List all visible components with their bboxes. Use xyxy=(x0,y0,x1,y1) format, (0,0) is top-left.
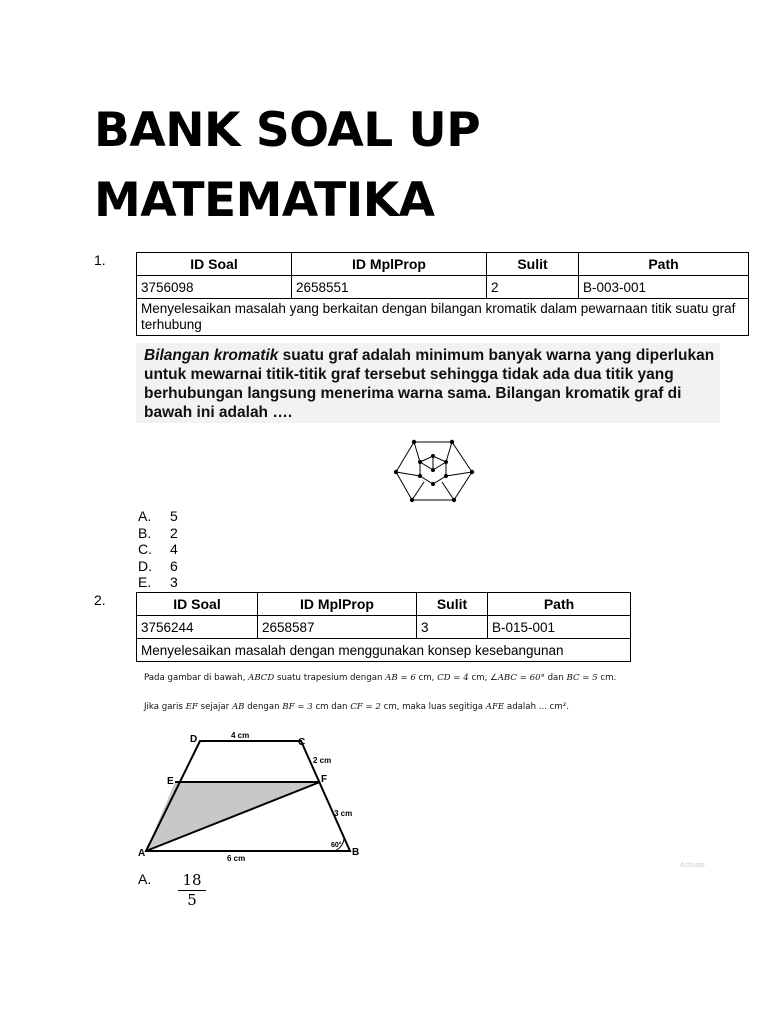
header-id-mplprop: ID MplProp xyxy=(292,253,487,276)
label-fb-length: 3 cm xyxy=(334,809,353,818)
header-path: Path xyxy=(579,253,749,276)
watermark: Activate xyxy=(680,862,705,869)
header-sulit: Sulit xyxy=(417,593,488,616)
cell-id-mplprop: 2658587 xyxy=(258,616,417,639)
title-line-1: BANK SOAL UP xyxy=(94,103,481,158)
table-description-row xyxy=(137,299,749,336)
cell-id-soal: 3756244 xyxy=(137,616,258,639)
fraction-numerator: 18 xyxy=(178,871,206,891)
label-dc-length: 4 cm xyxy=(231,731,250,740)
question-1-body: suatu graf adalah minimum banyak warna yang diperlukan untuk mewarnai titik-titik graf tersebut sehingga tidak ada dua titik yang berhubungan langsung menerima warna sama. Bilangan kromatik graf di bawah ini adalah …. xyxy=(144,347,715,421)
label-angle: 60° xyxy=(331,842,342,849)
label-d: D xyxy=(190,734,198,745)
question-2-option-a[interactable]: A. xyxy=(138,871,152,887)
trapezoid-figure xyxy=(138,728,368,868)
question-1-term: Bilangan kromatik xyxy=(144,347,279,364)
cell-description: Menyelesaikan masalah dengan menggunakan konsep kesebangunan xyxy=(137,639,631,662)
label-c: C xyxy=(298,737,306,748)
option-c[interactable]: C. 4 xyxy=(138,541,178,557)
question-1-options xyxy=(138,508,178,591)
question-2-text-line-2: Jika garis EF sejajar AB dengan BF = 3 cm dan CF = 2 cm, maka luas segitiga AFE adalah ... cm². xyxy=(144,702,569,712)
question-2-number: 2. xyxy=(94,592,106,608)
label-e: E xyxy=(167,776,174,787)
option-b[interactable]: B. 2 xyxy=(138,524,178,541)
table-row xyxy=(137,276,749,299)
question-1-text xyxy=(144,346,724,422)
header-id-mplprop: ID MplProp xyxy=(258,593,417,616)
fraction-denominator: 5 xyxy=(187,891,197,909)
cell-sulit: 3 xyxy=(417,616,488,639)
cell-path: B-015-001 xyxy=(488,616,631,639)
table-header-row xyxy=(137,253,749,276)
label-ab-length: 6 cm xyxy=(227,854,246,863)
title-line-2: MATEMATIKA xyxy=(94,173,435,228)
header-id-soal: ID Soal xyxy=(137,593,258,616)
question-2-option-a-fraction xyxy=(178,871,206,909)
question-2-text-line-1: Pada gambar di bawah, ABCD suatu trapesium dengan AB = 6 cm, CD = 4 cm, ∠ABC = 60° dan BC = 5 cm. xyxy=(144,673,617,683)
table-row xyxy=(137,616,631,639)
cell-description: Menyelesaikan masalah yang berkaitan dengan bilangan kromatik dalam pewarnaan titik suatu graf terhubung xyxy=(137,299,749,336)
cell-id-soal: 3756098 xyxy=(137,276,292,299)
label-b: B xyxy=(352,847,360,858)
option-d[interactable]: D. 6 xyxy=(138,557,178,574)
cell-id-mplprop: 2658551 xyxy=(292,276,487,299)
label-cf-length: 2 cm xyxy=(313,756,332,765)
document-title xyxy=(94,96,480,236)
question-1-meta-table xyxy=(136,252,749,336)
table-header-row xyxy=(137,593,631,616)
option-e[interactable]: E. 3 xyxy=(138,574,178,590)
header-path: Path xyxy=(488,593,631,616)
table-description-row xyxy=(137,639,631,662)
option-a[interactable]: A. 5 xyxy=(138,508,178,524)
cell-sulit: 2 xyxy=(487,276,579,299)
label-f: F xyxy=(321,774,328,785)
cell-path: B-003-001 xyxy=(579,276,749,299)
question-1-number: 1. xyxy=(94,252,106,268)
header-sulit: Sulit xyxy=(487,253,579,276)
header-id-soal: ID Soal xyxy=(137,253,292,276)
label-a: A xyxy=(138,848,146,859)
chromatic-graph-figure xyxy=(390,436,482,506)
question-2-meta-table xyxy=(136,592,631,662)
